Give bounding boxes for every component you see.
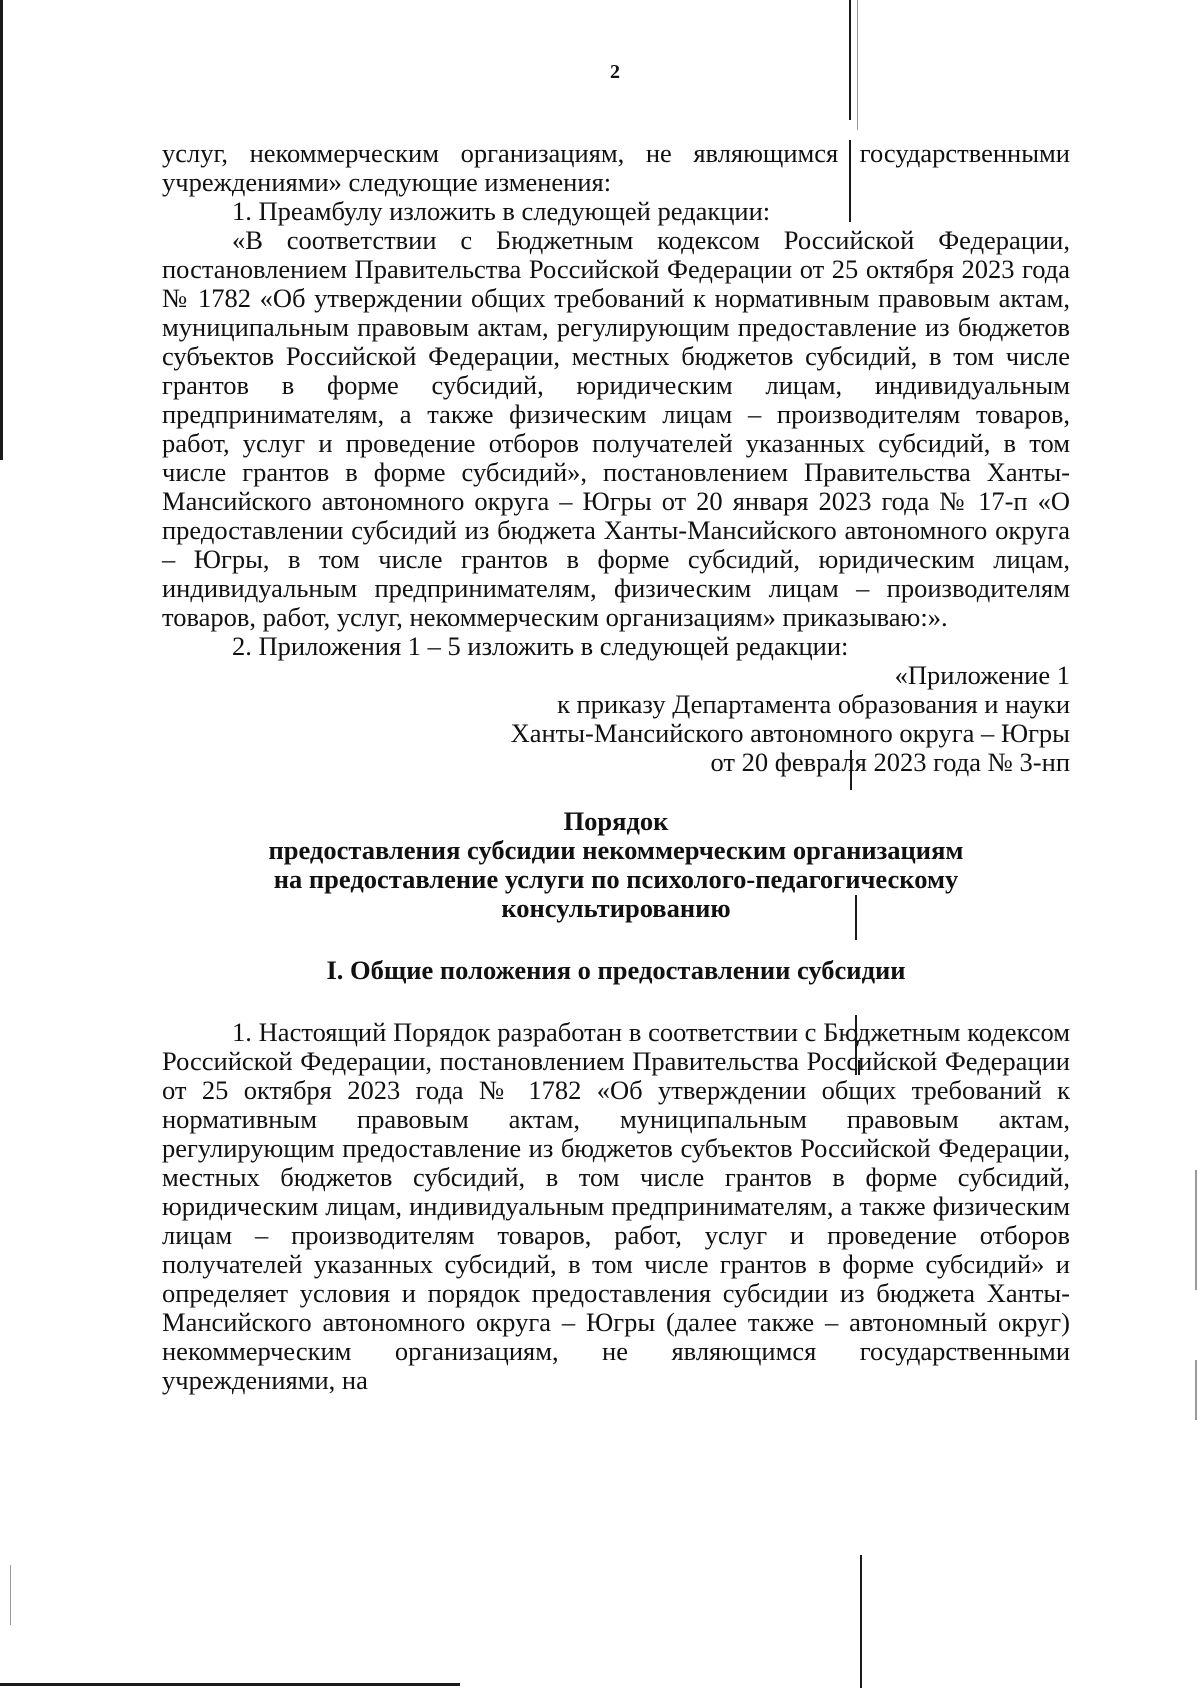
page-number: 2: [610, 61, 620, 83]
section-heading: I. Общие положения о предоставлении субсидии: [326, 955, 906, 985]
document-body: [162, 139, 1070, 1395]
appendix-header: [162, 661, 1070, 777]
scan-line-bottom-left: [10, 1565, 11, 1625]
paragraph-item-2: 2. Приложения 1 – 5 изложить в следующей редакции:: [232, 631, 849, 661]
appendix-line-4: от 20 февраля 2023 года № 3-нп: [710, 747, 1070, 777]
paragraph-continuation: услуг, некоммерческим организациям, не являющимся государственными учреждениями» следующие изменения:: [162, 138, 1070, 197]
appendix-line-1: «Приложение 1: [894, 660, 1070, 690]
title-line-2: предоставления субсидии некоммерческим организациям: [268, 835, 964, 865]
appendix-line-3: Ханты-Мансийского автономного округа – Югры: [510, 718, 1070, 748]
appendix-line-2: к приказу Департамента образования и науки: [557, 689, 1070, 719]
scan-line-bottom: [860, 1555, 862, 1688]
title-line-3: на предоставление услуги по психолого-педагогическому: [273, 864, 959, 894]
title-line-1: Порядок: [563, 806, 669, 836]
paragraph-item-1: 1. Преамбулу изложить в следующей редакции:: [232, 196, 771, 226]
scan-line-right: [1195, 1170, 1197, 1290]
title-line-4: консультированию: [501, 893, 731, 923]
paragraph-preamble: «В соответствии с Бюджетным кодексом Российской Федерации, постановлением Правительства Российской Федерации от 25 октября 2023 года № 1782 «Об утверждении общих требований к нормативным правовым актам, муниципальным правовым актам, регулирующим предоставление из бюджетов субъектов Российской Федерации, местных бюджетов субсидий, в том числе грантов в форме субсидий, юридическим лицам, индивидуальным предпринимателям, а также физическим лицам – производителям товаров, работ, услуг и проведение отборов получателей указанных субсидий, в том числе грантов в форме субсидий», постановлением Правительства Ханты-Мансийского автономного округа – Югры от 20 января 2023 года № 17-п «О предоставлении субсидий из бюджета Ханты-Мансийского автономного округа – Югры, в том числе грантов в форме субсидий, юридическим лицам, индивидуальным предпринимателям, физическим лицам – производителям товаров, работ, услуг, некоммерческим организациям» приказываю:».: [162, 225, 1070, 632]
scan-line-right-2: [1195, 1360, 1197, 1420]
section-paragraph-1: 1. Настоящий Порядок разработан в соответствии с Бюджетным кодексом Российской Федерации, постановлением Правительства Российской Федерации от 25 октября 2023 года № 1782 «Об утверждении общих требований к нормативным правовым актам, муниципальным правовым актам, регулирующим предоставление из бюджетов субъектов Российской Федерации, местных бюджетов субсидий, в том числе грантов в форме субсидий, юридическим лицам, индивидуальным предпринимателям, а также физическим лицам – производителям товаров, работ, услуг и проведение отборов получателей указанных субсидий, в том числе грантов в форме субсидий» и определяет условия и порядок предоставления субсидии из бюджета Ханты-Мансийского автономного округа – Югры (далее также – автономный округ) некоммерческим организациям, не являющимся государственными учреждениями, на: [162, 1017, 1070, 1395]
document-title: [162, 807, 1070, 923]
scan-edge-bottom: [0, 1683, 460, 1686]
